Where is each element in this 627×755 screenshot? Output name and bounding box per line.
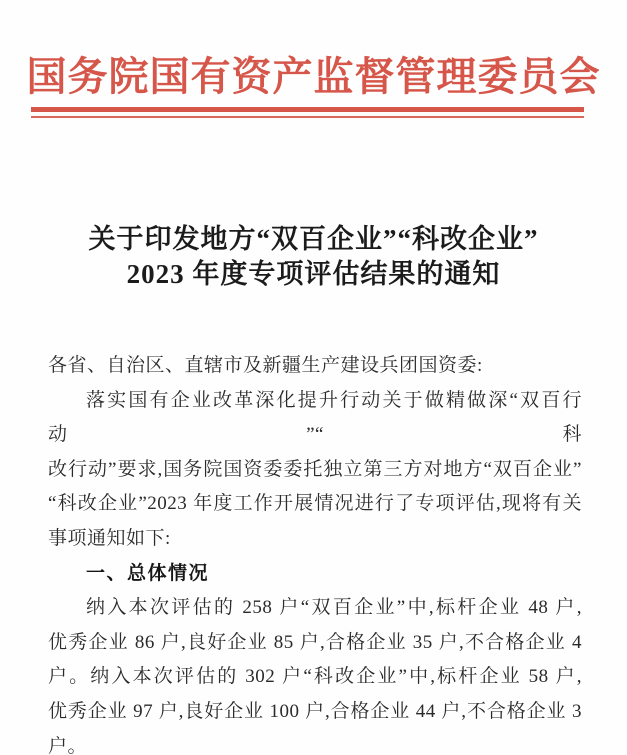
- paragraph-2-line-2: 优秀企业 86 户,良好企业 85 户,合格企业 35 户,不合格企业 4: [48, 631, 582, 653]
- document-title-line-2: 2023 年度专项评估结果的通知: [126, 259, 501, 289]
- paragraph-1-line-2: 改行动”要求,国务院国资委委托独立第三方对地方“双百企业”: [48, 458, 582, 480]
- paragraph-1-line-1: 落实国有企业改革深化提升行动关于做精做深“双百行动”“科: [48, 389, 582, 446]
- paragraph-1-line-4: 事项通知如下:: [48, 527, 171, 549]
- document-body: [48, 349, 582, 755]
- paragraph-2-line-4: 优秀企业 97 户,良好企业 100 户,合格企业 44 户,不合格企业 3: [48, 700, 582, 722]
- letterhead-org-name: 国务院国有资产监督管理委员会: [26, 54, 601, 99]
- section-heading-overall-situation: 一、总体情况: [86, 562, 210, 584]
- document-title: [0, 222, 627, 292]
- letterhead-rule-thick: [31, 107, 584, 112]
- paragraph-2-line-3: 户。纳入本次评估的 302 户“科改企业”中,标杆企业 58 户,: [48, 666, 582, 688]
- document-title-line-1: 关于印发地方“双百企业”“科改企业”: [88, 224, 539, 254]
- letterhead-divider: [31, 107, 584, 118]
- paragraph-2-line-5: 户。: [48, 735, 88, 755]
- paragraph-2-line-1: 纳入本次评估的 258 户“双百企业”中,标杆企业 48 户,: [86, 597, 582, 619]
- letterhead-rule-thin: [31, 116, 584, 118]
- letterhead: [0, 48, 627, 106]
- salutation-line: 各省、自治区、直辖市及新疆生产建设兵团国资委:: [48, 355, 483, 376]
- paragraph-1-line-3: “科改企业”2023 年度工作开展情况进行了专项评估,现将有关: [48, 493, 582, 515]
